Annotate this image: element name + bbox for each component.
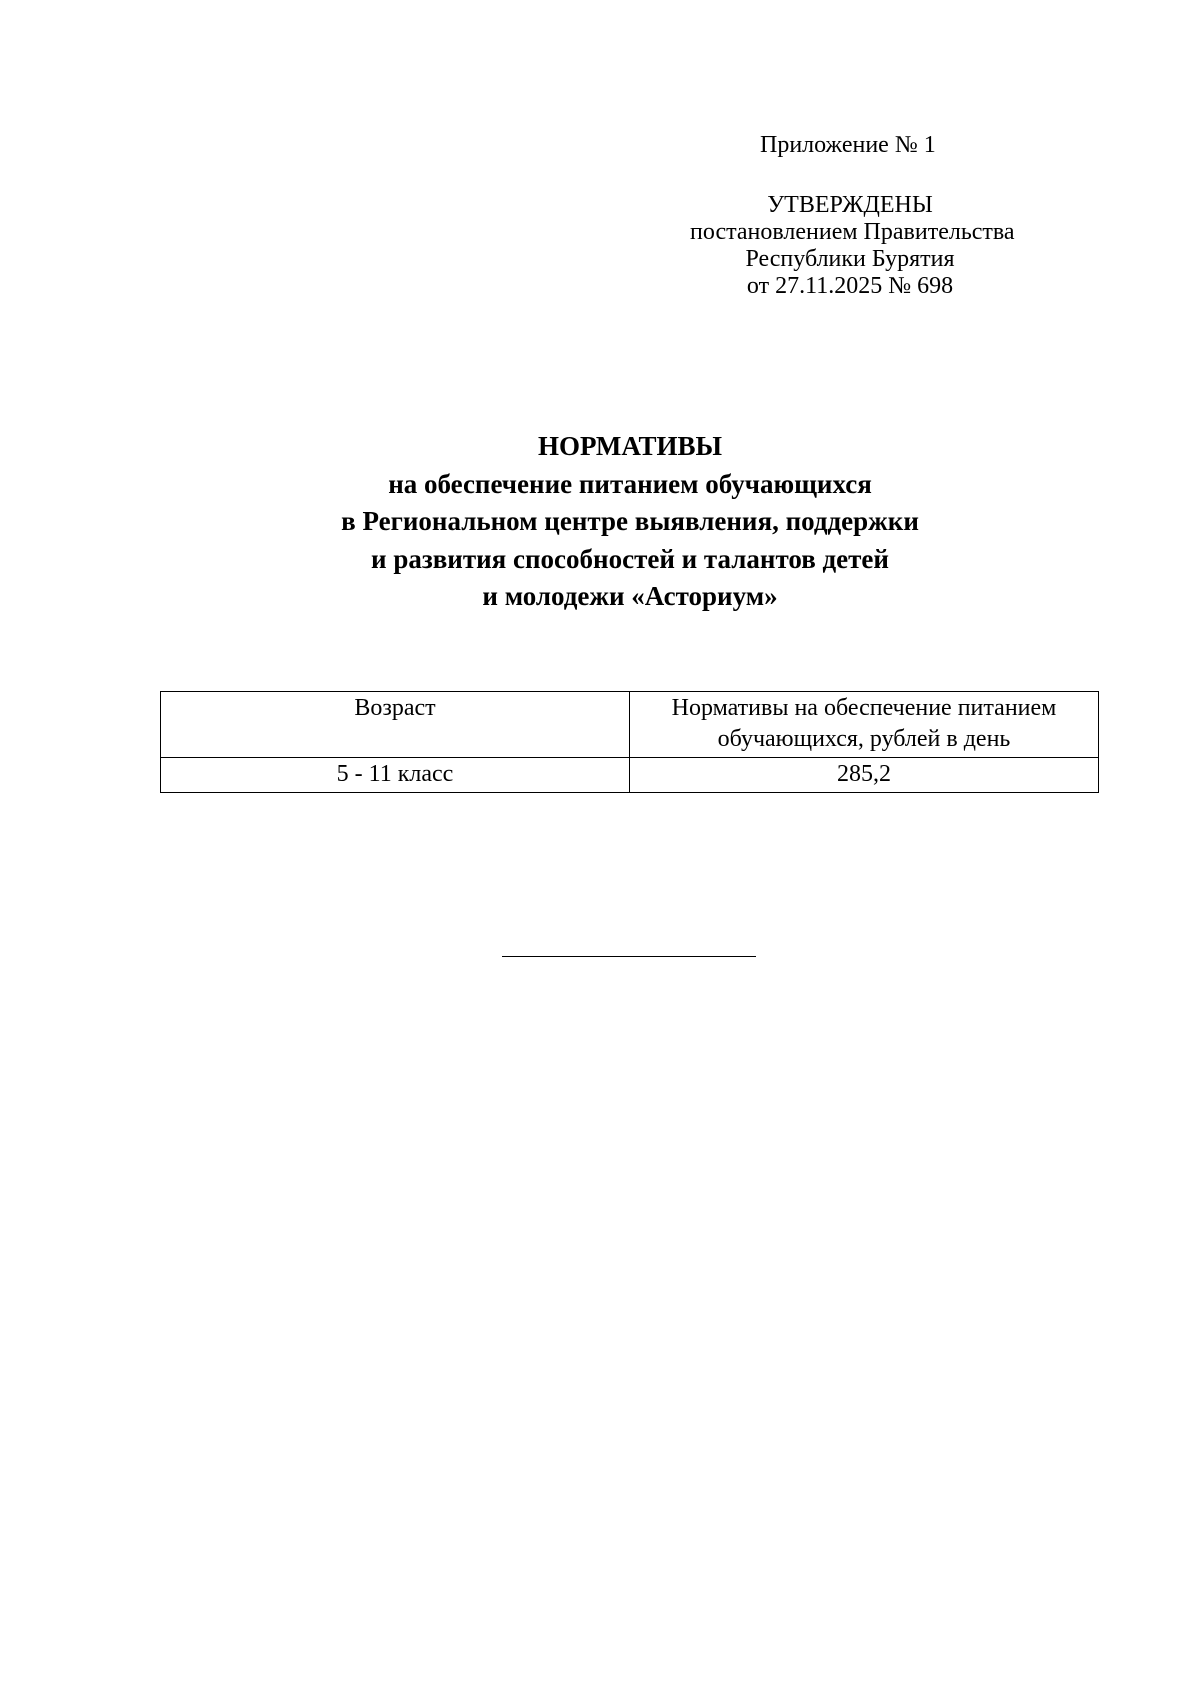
closing-separator-line bbox=[502, 956, 756, 957]
approval-line: УТВЕРЖДЕНЫ bbox=[767, 192, 933, 218]
approval-block bbox=[690, 192, 1015, 300]
cell-norm-value: 285,2 bbox=[630, 758, 1099, 793]
title-line: НОРМАТИВЫ bbox=[537, 431, 723, 461]
document-title bbox=[170, 428, 1090, 616]
title-line: и развития способностей и талантов детей bbox=[371, 543, 889, 574]
title-line: на обеспечение питанием обучающихся bbox=[388, 468, 872, 499]
title-line: в Региональном центре выявления, поддержки bbox=[341, 506, 919, 536]
approval-line: постановлением Правительства bbox=[690, 219, 1015, 245]
norms-table bbox=[160, 691, 1099, 793]
table-header-row bbox=[161, 692, 1099, 758]
appendix-label: Приложение № 1 bbox=[760, 132, 936, 158]
approval-line: от 27.11.2025 № 698 bbox=[746, 273, 954, 299]
title-line: и молодежи «Асториум» bbox=[482, 581, 778, 611]
approval-line: Республики Бурятия bbox=[745, 246, 955, 272]
header-cell-norm: Нормативы на обеспечение питанием обучающихся, рублей в день bbox=[630, 692, 1099, 758]
table-row bbox=[161, 758, 1099, 793]
header-cell-age: Возраст bbox=[161, 692, 630, 758]
cell-age: 5 - 11 класс bbox=[161, 758, 630, 793]
